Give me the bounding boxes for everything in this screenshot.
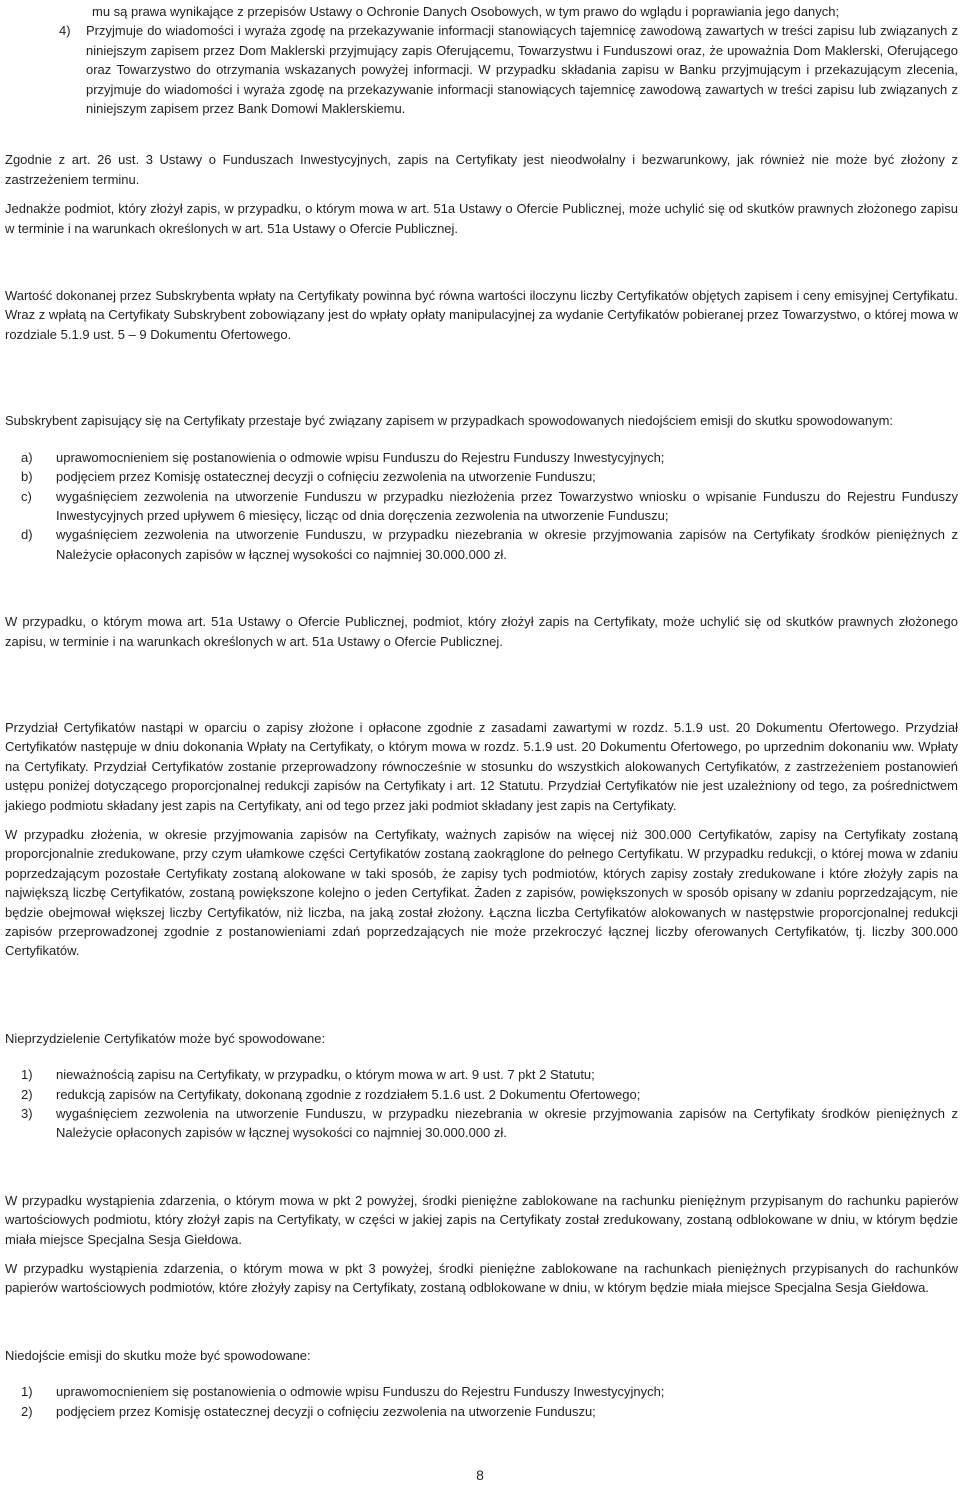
list-label: 1) (21, 1067, 33, 1083)
page-number: 8 (476, 1467, 484, 1483)
list-text: podjęciem przez Komisję ostatecznej decyzji o cofnięciu zezwolenia na utworzenie Funduszu; (56, 1403, 596, 1419)
paragraph: W przypadku, o którym mowa art. 51a Ustawy o Ofercie Publicznej, podmiot, który złożył zapis na Certyfikaty, może uchylić się od skutków prawnych złożonego zapisu, w terminie i na warunkach określonych w art. 51a Ustawy o Ofercie Publicznej. (5, 614, 958, 649)
list-label: b) (21, 469, 33, 485)
paragraph: Nieprzydzielenie Certyfikatów może być spowodowane: (5, 1030, 326, 1046)
list-item (5, 448, 958, 467)
list-text: wygaśnięciem zezwolenia na utworzenie Funduszu w przypadku niezłożenia przez Towarzystwo wniosku o wpisanie Funduszu do Rejestru Funduszy Inwestycyjnych przed upływem 6 miesięcy, licząc od dnia doręczenia zezwolenia na utworzenie Funduszu; (56, 488, 958, 523)
non-allocation-list (5, 1065, 958, 1143)
list-label: 2) (21, 1403, 33, 1419)
item-number: 4) (59, 23, 71, 39)
list-item (5, 467, 958, 486)
paragraph: W przypadku wystąpienia zdarzenia, o którym mowa w pkt 2 powyżej, środki pieniężne zablokowane na rachunku pieniężnym przypisanym do rachunku papierów wartościowych podmiotu, który złożył zapis na Certyfikaty, w części w jakiej zapis na Certyfikaty został zredukowany, zostaną odblokowane w dniu, w którym będzie miała miejsce Specjalna Sesja Giełdowa. (5, 1192, 958, 1247)
list-label: 3) (21, 1106, 33, 1122)
paragraph: Wartość dokonanej przez Subskrybenta wpłaty na Certyfikaty powinna być równa wartości iloczynu liczby Certyfikatów objętych zapisem i ceny emisyjnej Certyfikatu. Wraz z wpłatą na Certyfikaty Subskrybent zobowiązany jest do wpłaty opłaty manipulacyjnej za wydanie Certyfikatów pobieranej przez Towarzystwo, o której mowa w rozdziale 5.1.9 ust. 5 – 9 Dokumentu Ofertowego. (5, 288, 958, 342)
list-label: a) (21, 449, 33, 465)
list-item (5, 1085, 958, 1104)
list-text: uprawomocnieniem się postanowienia o odmowie wpisu Funduszu do Rejestru Funduszy Inwestycyjnych; (56, 449, 665, 465)
paragraph: W przypadku wystąpienia zdarzenia, o którym mowa w pkt 3 powyżej, środki pieniężne zablokowane na rachunkach pieniężnych przypisanych do rachunków papierów wartościowych podmiotów, które złożyły zapisy na Certyfikaty, zostaną odblokowane w dniu, w którym będzie miała miejsce Specjalna Sesja Giełdowa. (5, 1261, 958, 1296)
paragraph: Niedojście emisji do skutku może być spowodowane: (5, 1347, 311, 1363)
allocation-section (5, 718, 958, 961)
list-label: d) (21, 527, 33, 543)
list-text: nieważnością zapisu na Certyfikaty, w przypadku, o którym mowa w art. 9 ust. 7 pkt 2 Statutu; (56, 1067, 595, 1083)
intro-line: mu są prawa wynikające z przepisów Ustawy o Ochronie Danych Osobowych, w tym prawo do wglądu i poprawiania jego danych; (92, 4, 840, 19)
withdrawal-section (5, 612, 958, 651)
non-allocation-section (5, 1029, 958, 1143)
binding-section (5, 411, 958, 564)
list-label: 1) (21, 1384, 33, 1400)
document-page (5, 2, 958, 1421)
paragraph: Przydział Certyfikatów nastąpi w oparciu o zapisy złożone i opłacone zgodnie z zasadami zawartymi w rozdz. 5.1.9 ust. 20 Dokumentu Ofertowego. Przydział Certyfikatów następuje w dniu dokonania Wpłaty na Certyfikaty, o którym mowa w rozdz. 5.1.9 ust. 20 Dokumentu Ofertowego, po uprzednim dokonaniu ww. Wpłaty na Certyfikaty. Przydział Certyfikatów zostanie przeprowadzony równocześnie w stosunku do wszystkich alokowanych Certyfikatów, z zastrzeżeniem postanowień ustępu poniżej dotyczącego proporcjonalnej redukcji zapisów na Certyfikaty i art. 12 Statutu. Przydział Certyfikatów nie jest uzależniony od tego, za pośrednictwem jakiego podmiotu składany jest zapis na Certyfikaty, ani od tego przez jaki podmiot składany jest zapis na Certyfikaty. (5, 719, 958, 813)
list-item (5, 487, 958, 526)
list-text: redukcją zapisów na Certyfikaty, dokonaną zgodnie z rozdziałem 5.1.6 ust. 2 Dokumentu Ofertowego; (56, 1086, 641, 1102)
intro-item-4 (5, 21, 958, 118)
list-item (5, 1065, 958, 1084)
irrevocability-section (5, 150, 958, 238)
list-text: podjęciem przez Komisję ostatecznej decyzji o cofnięciu zezwolenia na utworzenie Funduszu; (56, 469, 596, 485)
item-text: Przyjmuje do wiadomości i wyraża zgodę na przekazywanie informacji stanowiących tajemnicę zawodową zawartych w treści zapisu lub związanych z niniejszym zapisem przez Dom Maklerski przyjmujący zapis Oferującemu, Towarzystwu i Funduszowi oraz, że upoważnia Dom Maklerski, Oferującego oraz Towarzystwo do otrzymania wskazanych powyżej informacji. W przypadku składania zapisu w Banku przyjmującym i przekazującym zlecenia, przyjmuje do wiadomości i wyraża zgodę na przekazywanie informacji stanowiących tajemnicę zawodową zawartych w treści zapisu lub związanych z niniejszym zapisem przez Bank Domowi Maklerskiemu. (86, 23, 958, 117)
list-item (5, 1104, 958, 1143)
funds-release-section (5, 1191, 958, 1298)
binding-list (5, 448, 958, 564)
paragraph: Zgodnie z art. 26 ust. 3 Ustawy o Funduszach Inwestycyjnych, zapis na Certyfikaty jest nieodwołalny i bezwarunkowy, jak również nie może być złożony z zastrzeżeniem terminu. (5, 152, 958, 187)
list-text: wygaśnięciem zezwolenia na utworzenie Funduszu, w przypadku niezebrania w okresie przyjmowania zapisów na Certyfikaty środków pieniężnych z Należycie opłaconych zapisów w łącznej wysokości co najmniej 30.000.000 zł. (56, 1106, 958, 1141)
list-text: wygaśnięciem zezwolenia na utworzenie Funduszu, w przypadku niezebrania w okresie przyjmowania zapisów na Certyfikaty środków pieniężnych z Należycie opłaconych zapisów w łącznej wysokości co najmniej 30.000.000 zł. (56, 527, 958, 562)
paragraph: Jednakże podmiot, który złożył zapis, w przypadku, o którym mowa w art. 51a Ustawy o Ofercie Publicznej, może uchylić się od skutków prawnych złożonego zapisu w terminie i na warunkach określonych w art. 51a Ustawy o Ofercie Publicznej. (5, 201, 958, 236)
intro-continuation (5, 2, 958, 21)
paragraph: Subskrybent zapisujący się na Certyfikaty przestaje być związany zapisem w przypadkach spowodowanych niedojściem emisji do skutku spowodowanym: (5, 413, 894, 429)
list-item (5, 1382, 958, 1401)
list-text: uprawomocnieniem się postanowienia o odmowie wpisu Funduszu do Rejestru Funduszy Inwestycyjnych; (56, 1384, 665, 1400)
payment-section (5, 286, 958, 344)
list-item (5, 525, 958, 564)
list-label: 2) (21, 1086, 33, 1102)
failure-section (5, 1346, 958, 1421)
list-item (5, 1402, 958, 1421)
paragraph: W przypadku złożenia, w okresie przyjmowania zapisów na Certyfikaty, ważnych zapisów na więcej niż 300.000 Certyfikatów, zapisy na Certyfikaty zostaną proporcjonalnie zredukowane, przy czym ułamkowe części Certyfikatów zostaną zaokrąglone do pełnego Certyfikatu. W przypadku redukcji, o której mowa w zdaniu poprzedzającym pozostałe Certyfikaty zostaną alokowane w taki sposób, że zapisy tych podmiotów, których zapisy zostały zredukowane i które złożyły zapis na największą liczbę Certyfikatów, zostaną powiększone kolejno o jeden Certyfikat. Żaden z zapisów, powiększonych w sposób opisany w zdaniu poprzedzającym, nie będzie obejmował większej liczby Certyfikatów, niż liczba, na jaką został złożony. Łączna liczba Certyfikatów alokowanych w następstwie proporcjonalnej redukcji zapisów przeprowadzonej zgodnie z postanowieniami zdań poprzedzających nie może przekroczyć łącznej liczby oferowanych Certyfikatów, tj. liczby 300.000 Certyfikatów. (5, 826, 958, 959)
list-label: c) (21, 488, 32, 504)
failure-list (5, 1382, 958, 1421)
